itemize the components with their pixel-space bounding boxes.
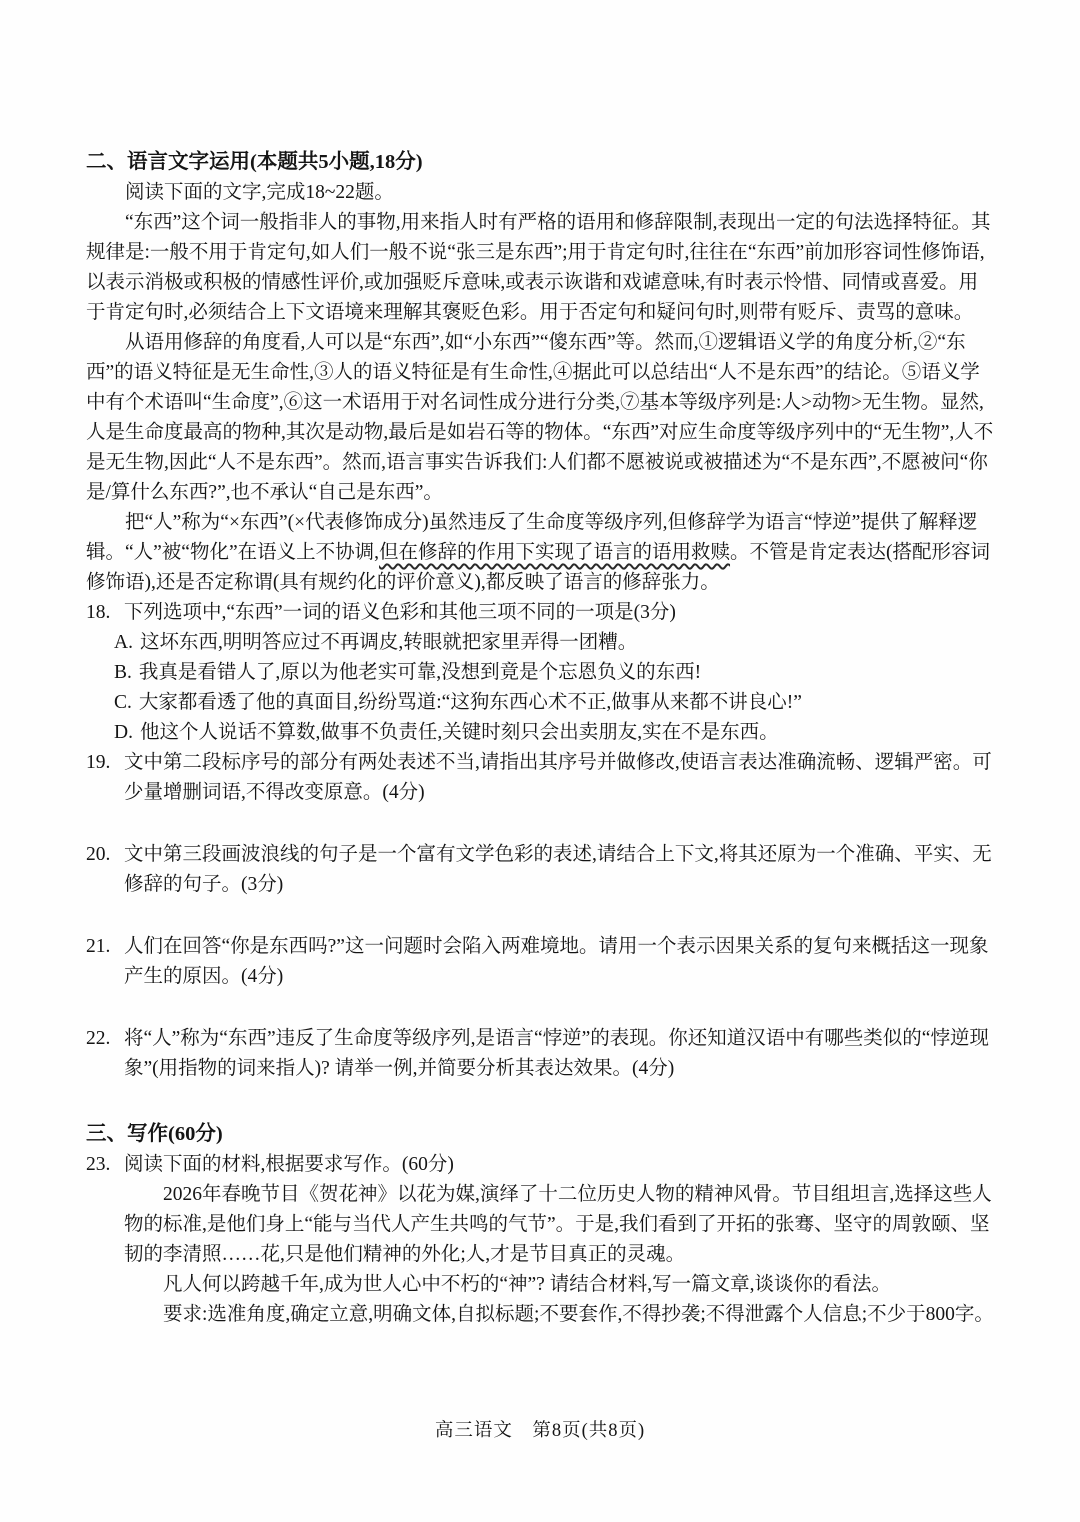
option-d-label: D. xyxy=(114,722,133,743)
section-writing xyxy=(86,1118,994,1330)
question-23-number: 23. xyxy=(86,1154,111,1175)
question-19 xyxy=(86,748,994,808)
question-21 xyxy=(86,932,994,992)
question-18 xyxy=(86,598,994,748)
passage-3-text-end: 。不管是肯定表达(搭配形容词修饰语),还是否定称谓(具有规约化的评价意义),都反映了语言的修辞张力。 xyxy=(86,542,991,593)
question-20-number: 20. xyxy=(86,844,111,865)
wavy-underlined-sentence: 但在修辞的作用下实现了语言的语用救赎 xyxy=(379,542,731,563)
question-23-stem xyxy=(86,1150,994,1180)
question-23-text: 阅读下面的材料,根据要求写作。(60分) xyxy=(124,1154,454,1175)
writing-material-paragraph-1: 2026年春晚节目《贺花神》以花为媒,演绎了十二位历史人物的精神风骨。节目组坦言,选择这些人物的标准,是他们身上“能与当代人产生共鸣的气节”。于是,我们看到了开拓的张骞、坚守的周敦颐、坚韧的李清照……花,只是他们精神的外化;人,才是节目真正的灵魂。 xyxy=(124,1184,992,1265)
question-18-option-b xyxy=(114,658,994,688)
question-18-option-c xyxy=(114,688,994,718)
question-20-text: 文中第三段画波浪线的句子是一个富有文学色彩的表述,请结合上下文,将其还原为一个准确、平实、无修辞的句子。(3分) xyxy=(124,844,992,895)
question-23 xyxy=(86,1150,994,1330)
question-19-text: 文中第二段标序号的部分有两处表述不当,请指出其序号并做修改,使语言表达准确流畅、逻辑严密。可少量增删词语,不得改变原意。(4分) xyxy=(124,752,992,803)
passage-paragraph-3 xyxy=(86,508,994,598)
section-2-heading: 二、语言文字运用(本题共5小题,18分) xyxy=(86,151,423,173)
option-a-label: A. xyxy=(114,632,133,653)
option-c-label: C. xyxy=(114,692,132,713)
question-21-number: 21. xyxy=(86,936,111,957)
question-18-option-a xyxy=(114,628,994,658)
option-d-text: 他这个人说话不算数,做事不负责任,关键时刻只会出卖朋友,实在不是东西。 xyxy=(139,722,779,743)
question-18-number: 18. xyxy=(86,602,111,623)
reading-instruction: 阅读下面的文字,完成18~22题。 xyxy=(125,182,394,203)
question-21-text: 人们在回答“你是东西吗?”这一问题时会陷入两难境地。请用一个表示因果关系的复句来概括这一现象产生的原因。(4分) xyxy=(124,936,989,987)
section-language-use xyxy=(86,146,994,1084)
writing-requirements: 要求:选准角度,确定立意,明确文体,自拟标题;不要套作,不得抄袭;不得泄露个人信息;不少于800字。 xyxy=(163,1304,994,1325)
passage-paragraph-2: 从语用修辞的角度看,人可以是“东西”,如“小东西”“傻东西”等。然而,①逻辑语义学的角度分析,②“东西”的语义特征是无生命性,③人的语义特征是有生命性,④据此可以总结出“人不是东西”的结论。⑤语义学中有个术语叫“生命度”,⑥这一术语用于对名词性成分进行分类,⑦基本等级序列是:人>动物>无生物。显然,人是生命度最高的物种,其次是动物,最后是如岩石等的物体。“东西”对应生命度等级序列中的“无生物”,人不是无生物,因此“人不是东西”。然而,语言事实告诉我们:人们都不愿被说或被描述为“不是东西”,不愿被问“你是/算什么东西?”,也不承认“自己是东西”。 xyxy=(86,332,994,503)
passage-3-text-start: 把“人”称为“×东西”(×代表修饰成分)虽然违反了生命度等级序列,但修辞学为语言“悖逆”提供了解释逻辑。“人”被“物化”在语义上不协调, xyxy=(86,512,978,563)
question-18-option-d xyxy=(114,718,994,748)
option-a-text: 这坏东西,明明答应过不再调皮,转眼就把家里弄得一团糟。 xyxy=(139,632,638,653)
option-b-label: B. xyxy=(114,662,132,683)
option-c-text: 大家都看透了他的真面目,纷纷骂道:“这狗东西心术不正,做事从来都不讲良心!” xyxy=(138,692,802,713)
question-18-stem xyxy=(86,598,994,628)
writing-material-paragraph-2: 凡人何以跨越千年,成为世人心中不朽的“神”? 请结合材料,写一篇文章,谈谈你的看法。 xyxy=(163,1274,891,1295)
option-b-text: 我真是看错人了,原以为他老实可靠,没想到竟是个忘恩负义的东西! xyxy=(138,662,702,683)
question-22-text: 将“人”称为“东西”违反了生命度等级序列,是语言“悖逆”的表现。你还知道汉语中有哪些类似的“悖逆现象”(用指物的词来指人)? 请举一例,并简要分析其表达效果。(4分) xyxy=(124,1028,989,1079)
section-3-heading: 三、写作(60分) xyxy=(86,1123,223,1145)
question-22 xyxy=(86,1024,994,1084)
passage-paragraph-1: “东西”这个词一般指非人的事物,用来指人时有严格的语用和修辞限制,表现出一定的句法选择特征。其规律是:一般不用于肯定句,如人们一般不说“张三是东西”;用于肯定句时,往往在“东西”前加形容词性修饰语,以表示消极或积极的情感性评价,或加强贬斥意味,或表示诙谐和戏谑意味,有时表示怜惜、同情或喜爱。用于肯定句时,必须结合上下文语境来理解其褒贬色彩。用于否定句和疑问句时,则带有贬斥、责骂的意味。 xyxy=(86,212,991,323)
question-19-number: 19. xyxy=(86,752,111,773)
question-20 xyxy=(86,840,994,900)
question-18-text: 下列选项中,“东西”一词的语义色彩和其他三项不同的一项是(3分) xyxy=(124,602,676,623)
page-footer: 高三语文 第8页(共8页) xyxy=(434,1421,646,1441)
question-22-number: 22. xyxy=(86,1028,111,1049)
